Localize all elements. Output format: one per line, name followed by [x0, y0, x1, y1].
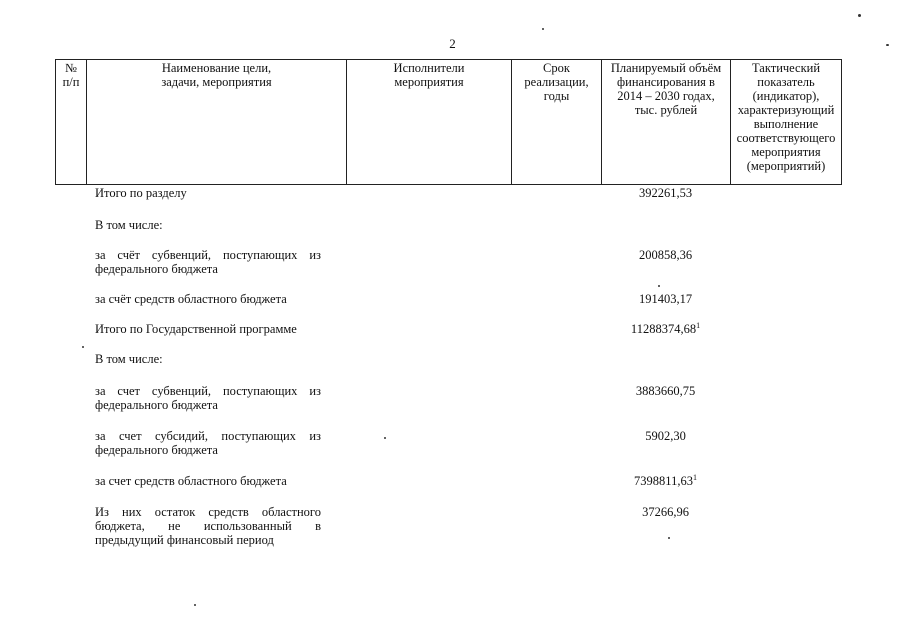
row-label-section-total: Итого по разделу: [95, 186, 187, 200]
header-cell-term: Срок реализации, годы: [512, 60, 602, 185]
scan-speck: [658, 285, 660, 287]
header-cell-number: № п/п: [56, 60, 87, 185]
header-cell-name: Наименование цели, задачи, мероприятия: [87, 60, 347, 185]
page-number: 2: [449, 36, 456, 51]
row-label-federal-subsidies: за счет субсидий, поступающих из федерального бюджета: [95, 429, 321, 457]
row-label-federal-subventions-2: за счет субвенций, поступающих из федерального бюджета: [95, 384, 321, 412]
row-label-program-total: Итого по Государственной программе: [95, 322, 297, 336]
row-label-federal-subventions: за счёт субвенций, поступающих из федерального бюджета: [95, 248, 321, 276]
scan-speck: [82, 346, 84, 348]
row-value-regional-budget-2: 7398811,63$^1$: [634, 472, 697, 488]
row-label-including-2: В том числе:: [95, 352, 163, 366]
table-header: [55, 59, 842, 185]
row-label-regional-budget: за счёт средств областного бюджета: [95, 292, 287, 306]
scan-speck: [384, 437, 386, 439]
header-cell-indicator: Тактический показатель (индикатор), характеризующий выполнение соответствующего мероприятия (мероприятий): [731, 60, 842, 185]
row-value-regional-budget: 191403,17: [638, 292, 693, 306]
scan-speck: [194, 604, 196, 606]
header-cell-executors: Исполнители мероприятия: [347, 60, 512, 185]
row-value-federal-subventions: 200858,36: [638, 248, 693, 262]
row-value-federal-subsidies: 5902,30: [645, 429, 686, 443]
row-value-section-total: 392261,53: [638, 186, 693, 200]
scan-speck: [886, 44, 889, 46]
scan-speck: [668, 537, 670, 539]
header-cell-funding: Планируемый объём финансирования в 2014 – 2030 годах, тыс. рублей: [602, 60, 731, 185]
row-label-regional-budget-2: за счет средств областного бюджета: [95, 474, 287, 488]
row-label-unused-balance: Из них остаток средств областного бюджета, не использованный в предыдущий финансовый период: [95, 505, 321, 547]
footnote-mark: 1: [692, 472, 697, 482]
row-value-federal-subventions-2: 3883660,75: [635, 384, 696, 398]
footnote-mark: 1: [696, 320, 701, 330]
scan-speck: [858, 14, 861, 17]
row-label-including: В том числе:: [95, 218, 163, 232]
scan-speck: [542, 28, 544, 30]
row-value-program-total: 11288374,68$^1$: [630, 320, 701, 336]
row-value-unused-balance: 37266,96: [642, 505, 689, 519]
